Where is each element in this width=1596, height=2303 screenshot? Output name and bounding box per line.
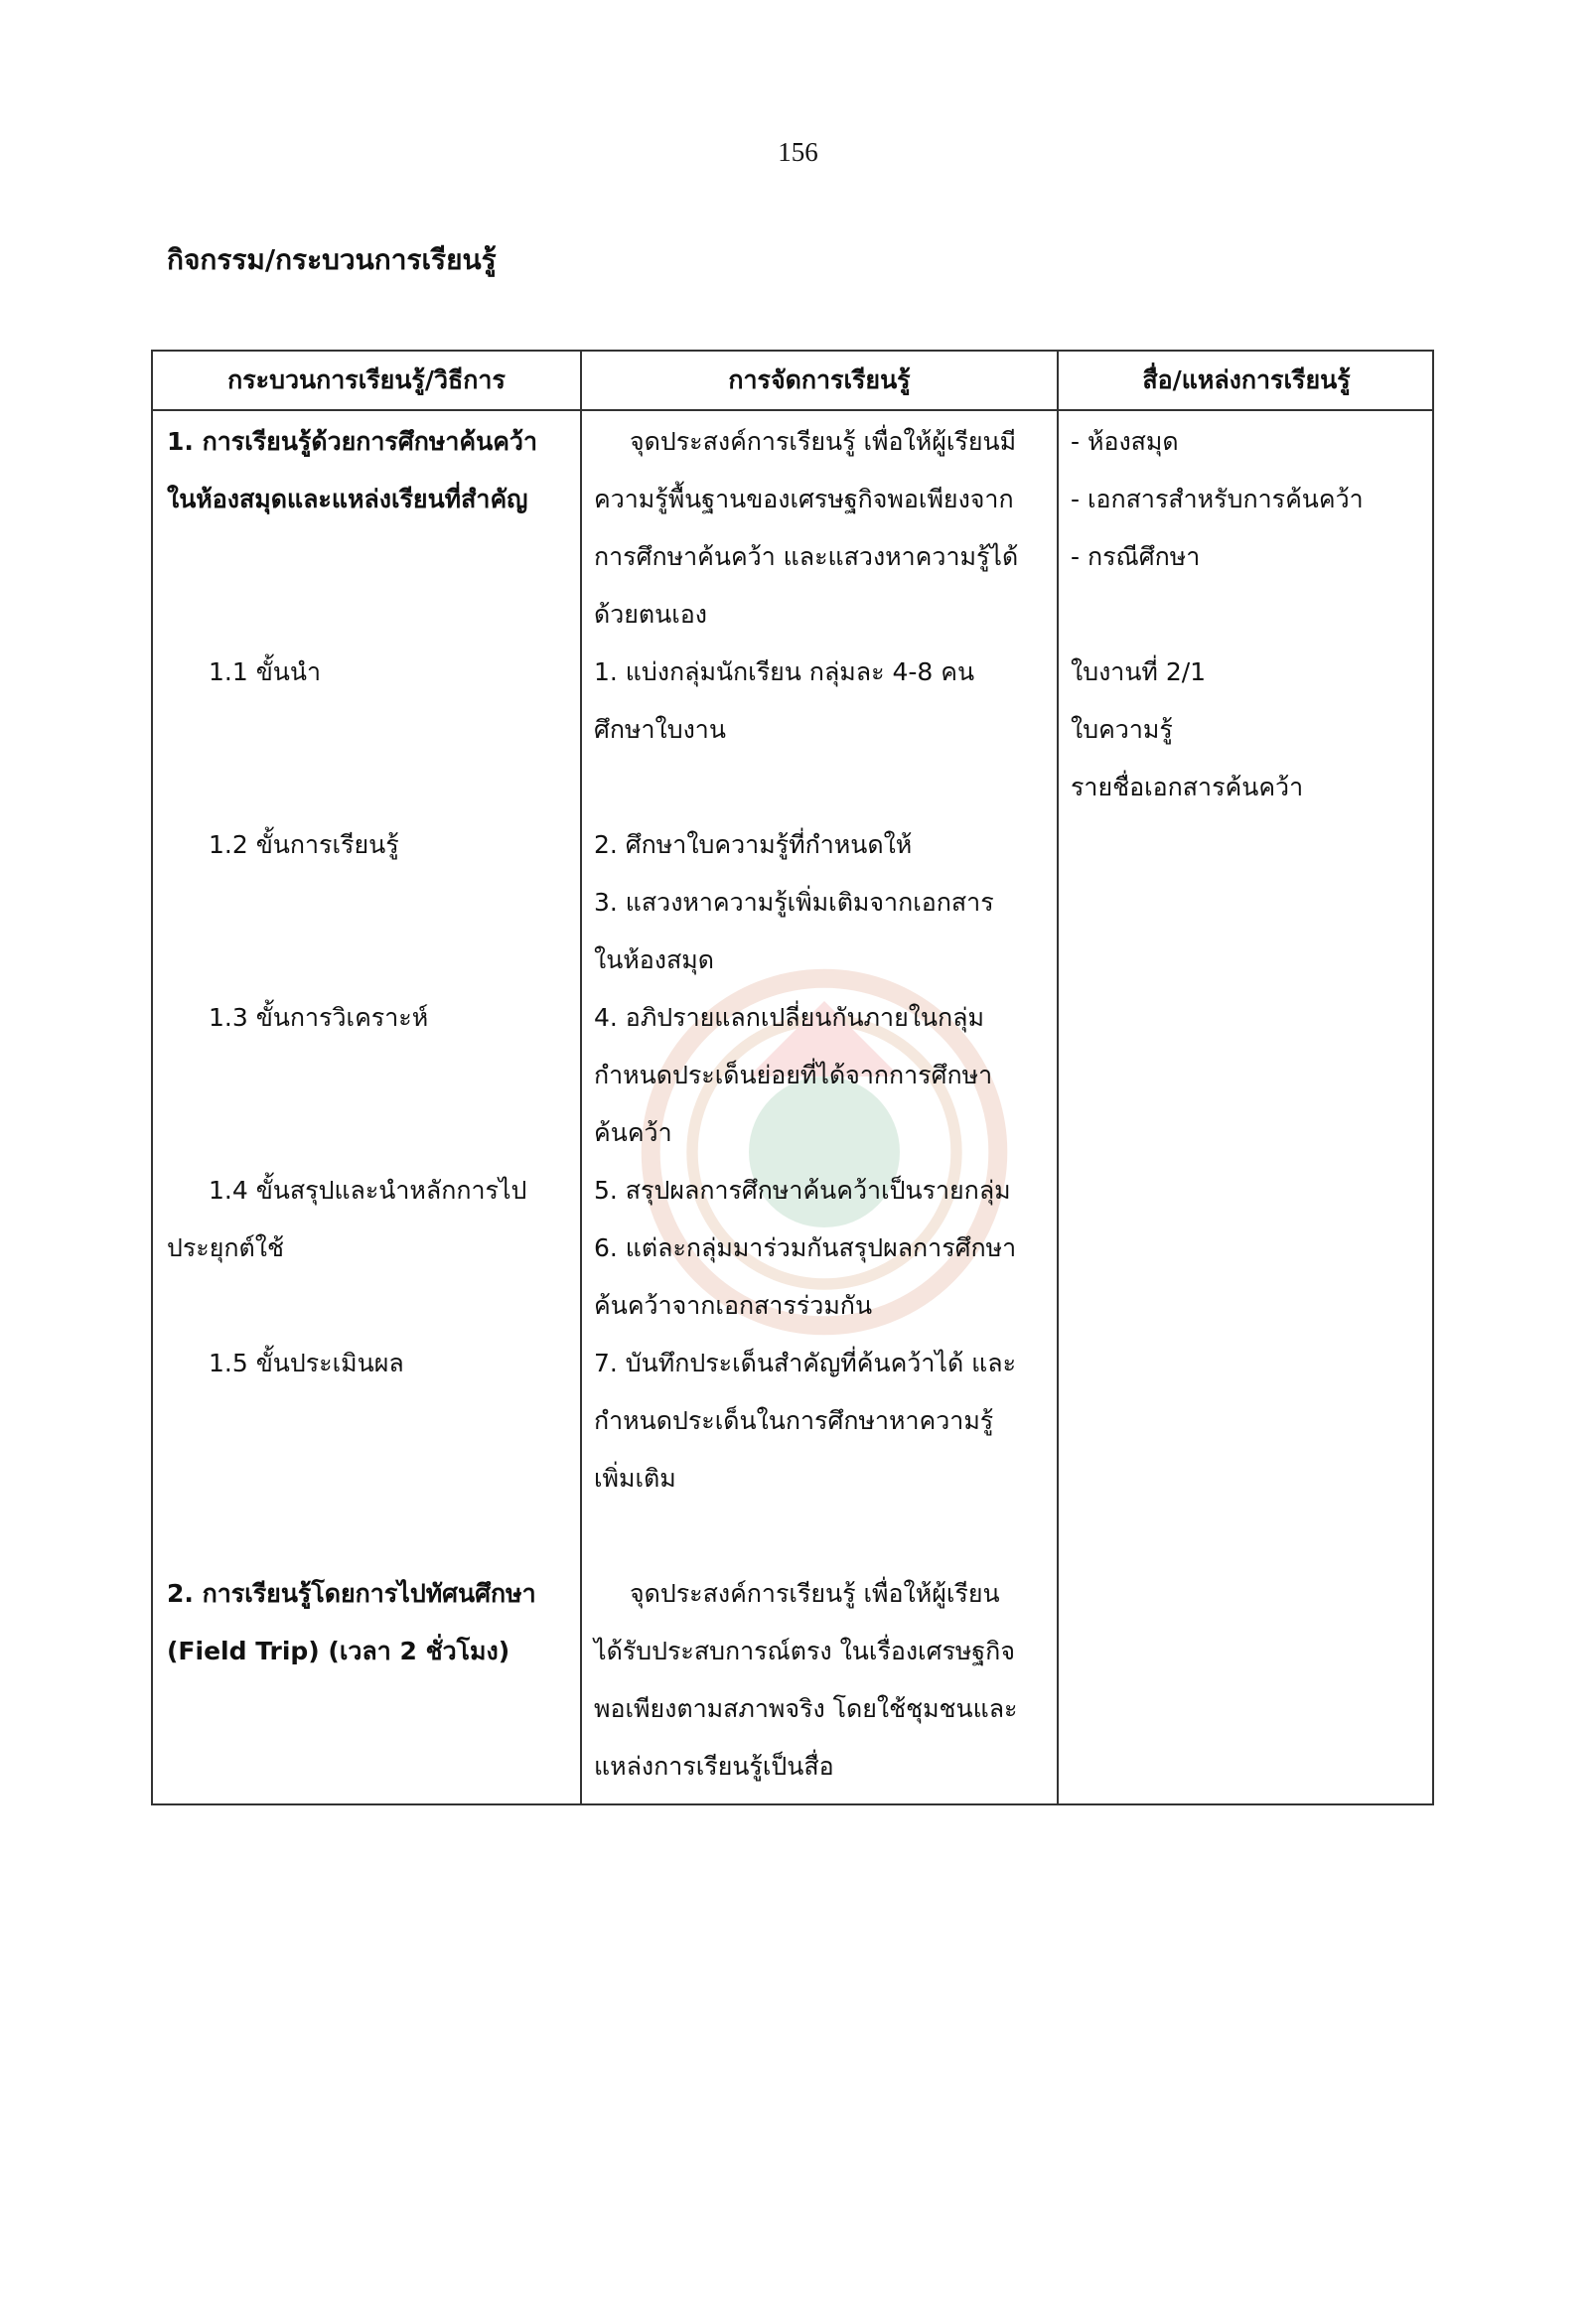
activity-step-1 — [594, 644, 974, 759]
media-item: ใบงานที่ 2/1 — [1071, 657, 1207, 686]
text-line: ความรู้พื้นฐานของเศรษฐกิจพอเพียงจาก — [594, 485, 1014, 513]
text-line: เพิ่มเติม — [594, 1464, 676, 1493]
media-item: - กรณีศึกษา — [1071, 542, 1201, 571]
text-line: จุดประสงค์การเรียนรู้ เพื่อให้ผู้เรียนมี — [630, 427, 1017, 456]
header-divider — [153, 409, 1432, 411]
text-line: กำหนดประเด็นในการศึกษาหาความรู้ — [594, 1406, 994, 1435]
step-1-3: 1.3 ขั้นการวิเคราะห์ — [209, 1003, 429, 1032]
text-line: 1. การเรียนรู้ด้วยการศึกษาค้นคว้า — [167, 427, 537, 456]
media-item: - เอกสารสำหรับการค้นคว้า — [1071, 485, 1364, 513]
text-line: ในห้องสมุดและแหล่งเรียนที่สำคัญ — [167, 485, 528, 513]
text-line: 3. แสวงหาความรู้เพิ่มเติมจากเอกสาร — [594, 888, 994, 917]
text-line: 1. แบ่งกลุ่มนักเรียน กลุ่มละ 4-8 คน — [594, 657, 975, 686]
activity-step-6 — [594, 1220, 1016, 1335]
media-materials — [1071, 644, 1303, 816]
text-line: ด้วยตนเอง — [594, 600, 708, 629]
text-line: 6. แต่ละกลุ่มมาร่วมกันสรุปผลการศึกษา — [594, 1233, 1017, 1262]
text-line: ประยุกต์ใช้ — [167, 1233, 284, 1262]
step-1-5: 1.5 ขั้นประเมินผล — [209, 1349, 404, 1377]
activity-step-5: 5. สรุปผลการศึกษาค้นคว้าเป็นรายกลุ่ม — [594, 1176, 1011, 1205]
text-line: จุดประสงค์การเรียนรู้ เพื่อให้ผู้เรียน — [630, 1579, 1000, 1608]
text-line: (Field Trip) (เวลา 2 ชั่วโมง) — [167, 1637, 510, 1665]
media-item: ใบความรู้ — [1071, 715, 1173, 744]
activity-step-3 — [594, 874, 994, 989]
activities-table — [151, 350, 1434, 1805]
text-line: พอเพียงตามสภาพจริง โดยใช้ชุมชนและ — [594, 1694, 1018, 1723]
process-2-heading — [167, 1565, 536, 1680]
activity-step-7 — [594, 1335, 1016, 1508]
column-divider — [1057, 352, 1059, 1803]
header-process: กระบวนการเรียนรู้/วิธีการ — [227, 365, 506, 394]
header-management: การจัดการเรียนรู้ — [728, 365, 911, 394]
activity-step-4 — [594, 989, 992, 1162]
step-1-4 — [167, 1162, 526, 1277]
text-line: ค้นคว้าจากเอกสารร่วมกัน — [594, 1291, 873, 1320]
text-line: ได้รับประสบการณ์ตรง ในเรื่องเศรษฐกิจ — [594, 1637, 1015, 1665]
text-line: 4. อภิปรายแลกเปลี่ยนกันภายในกลุ่ม — [594, 1003, 984, 1032]
page-number: 156 — [778, 137, 818, 167]
text-line: ค้นคว้า — [594, 1118, 672, 1147]
text-line: ศึกษาใบงาน — [594, 715, 726, 744]
media-list — [1071, 413, 1364, 586]
column-divider — [580, 352, 582, 1803]
text-line: ในห้องสมุด — [594, 945, 714, 974]
process-1-heading — [167, 413, 537, 528]
media-item: รายชื่อเอกสารค้นคว้า — [1071, 773, 1304, 801]
text-line: การศึกษาค้นคว้า และแสวงหาความรู้ได้ — [594, 542, 1019, 571]
text-line: 2. การเรียนรู้โดยการไปทัศนศึกษา — [167, 1579, 536, 1608]
activity-step-2: 2. ศึกษาใบความรู้ที่กำหนดให้ — [594, 830, 913, 859]
step-1-1: 1.1 ขั้นนำ — [209, 657, 322, 686]
objective-2 — [594, 1565, 1017, 1796]
objective-1 — [594, 413, 1018, 644]
text-line: 1.4 ขั้นสรุปและนำหลักการไป — [209, 1176, 527, 1205]
header-media: สื่อ/แหล่งการเรียนรู้ — [1142, 365, 1351, 394]
text-line: กำหนดประเด็นย่อยที่ได้จากการศึกษา — [594, 1061, 993, 1089]
media-item: - ห้องสมุด — [1071, 427, 1179, 456]
text-line: 7. บันทึกประเด็นสำคัญที่ค้นคว้าได้ และ — [594, 1349, 1016, 1377]
text-line: แหล่งการเรียนรู้เป็นสื่อ — [594, 1752, 834, 1781]
section-title: กิจกรรม/กระบวนการเรียนรู้ — [167, 243, 497, 276]
step-1-2: 1.2 ขั้นการเรียนรู้ — [209, 830, 399, 859]
